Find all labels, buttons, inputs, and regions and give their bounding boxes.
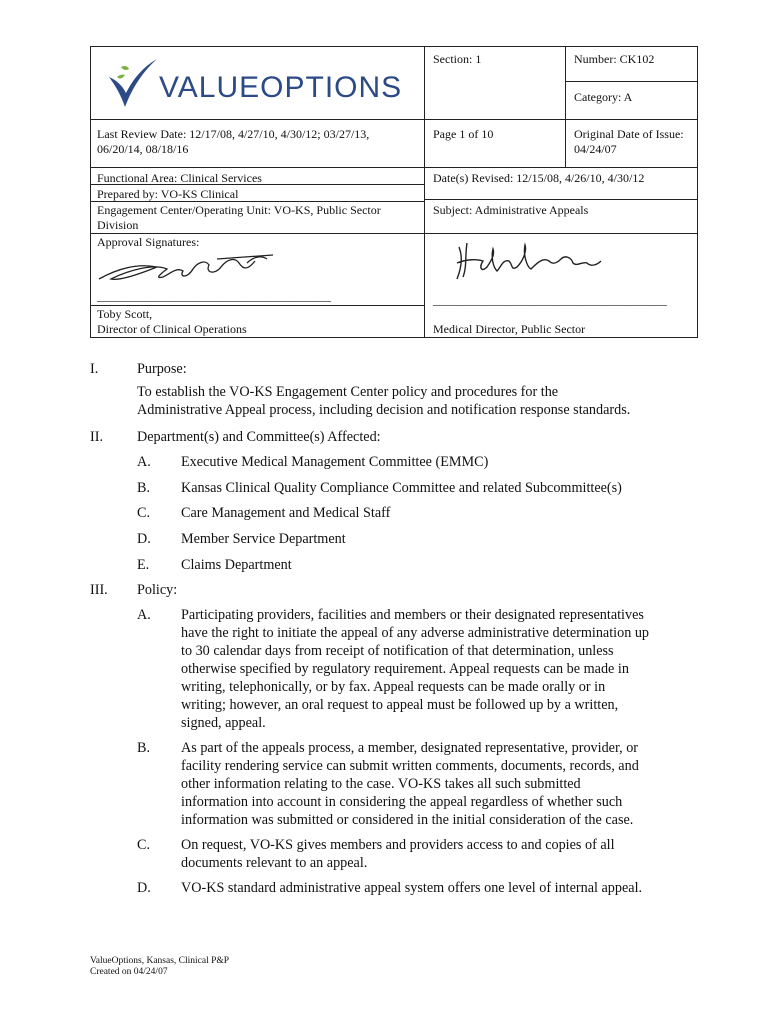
engagement-center: Engagement Center/Operating Unit: VO-KS, Public Sector bbox=[97, 203, 381, 217]
policy-item-letter: C. bbox=[137, 837, 151, 853]
original-date-value: 04/24/07 bbox=[574, 142, 617, 156]
signer-left-name: Toby Scott, bbox=[97, 307, 153, 321]
policy-item-line: Participating providers, facilities and members or their designated representatives bbox=[181, 607, 644, 623]
list-item-letter: C. bbox=[137, 505, 151, 521]
policy-item-line: otherwise specified by regulatory requirement. Appeal requests can be made in bbox=[181, 661, 629, 677]
logo-wordmark: VALUEOPTIONS bbox=[159, 71, 403, 104]
header-table bbox=[90, 46, 698, 338]
last-review-date-cont: 06/20/14, 08/18/16 bbox=[97, 142, 189, 156]
section-3-number: III. bbox=[90, 582, 108, 598]
policy-item-line: to 30 calendar days from receipt of notification of that determination, unless bbox=[181, 643, 614, 659]
signer-right-title: Medical Director, Public Sector bbox=[433, 322, 586, 336]
functional-area: Functional Area: Clinical Services bbox=[97, 171, 262, 185]
policy-item-line: writing, telephonically, or by fax. Appeal requests can be made orally or in bbox=[181, 679, 606, 695]
policy-item-line: other information relating to the case. VO-KS takes all such submitted bbox=[181, 776, 581, 792]
section-2-title: Department(s) and Committee(s) Affected: bbox=[137, 429, 381, 445]
section-1-number: I. bbox=[90, 361, 99, 377]
list-item-letter: A. bbox=[137, 454, 151, 470]
section-1-title: Purpose: bbox=[137, 361, 187, 377]
page-footer bbox=[90, 956, 229, 978]
dates-revised: Date(s) Revised: 12/15/08, 4/26/10, 4/30/12 bbox=[433, 171, 645, 185]
policy-item-line: documents relevant to an appeal. bbox=[181, 855, 368, 871]
section-1-text-line-1: To establish the VO-KS Engagement Center policy and procedures for the bbox=[137, 384, 559, 400]
signature-line-left: _______________________________________ bbox=[97, 289, 331, 303]
engagement-center-cont: Division bbox=[97, 218, 139, 232]
section-1-text-line-2: Administrative Appeal process, including decision and notification response standards. bbox=[137, 402, 631, 418]
list-item: Care Management and Medical Staff bbox=[181, 505, 391, 521]
approval-signatures-label: Approval Signatures: bbox=[97, 235, 200, 249]
footer-line-2: Created on 04/24/07 bbox=[90, 967, 168, 977]
signature-line-right: _______________________________________ bbox=[433, 293, 667, 307]
policy-item-letter: D. bbox=[137, 880, 151, 896]
policy-number: Number: CK102 bbox=[574, 52, 655, 66]
valueoptions-logo bbox=[101, 55, 401, 115]
section-3-title: Policy: bbox=[137, 582, 178, 598]
policy-item-line: facility rendering service can submit written comments, documents, records, and bbox=[181, 758, 639, 774]
policy-item-line: As part of the appeals process, a member, designated representative, provider, or bbox=[181, 740, 639, 756]
list-item-letter: B. bbox=[137, 480, 151, 496]
list-item: Claims Department bbox=[181, 557, 292, 573]
signature-medical-director bbox=[453, 237, 613, 283]
logo-swoosh-icon bbox=[101, 55, 161, 115]
policy-item-letter: A. bbox=[137, 607, 151, 623]
list-item-letter: D. bbox=[137, 531, 151, 547]
section-number: Section: 1 bbox=[433, 52, 482, 66]
last-review-date: Last Review Date: 12/17/08, 4/27/10, 4/30/12; 03/27/13, bbox=[97, 127, 370, 141]
policy-item-line: information into account in considering the appeal regardless of whether such bbox=[181, 794, 623, 810]
list-item: Executive Medical Management Committee (EMMC) bbox=[181, 454, 489, 470]
list-item-letter: E. bbox=[137, 557, 150, 573]
section-2-number: II. bbox=[90, 429, 103, 445]
list-item: Kansas Clinical Quality Compliance Committee and related Subcommittee(s) bbox=[181, 480, 622, 496]
policy-item-letter: B. bbox=[137, 740, 151, 756]
footer-line-1: ValueOptions, Kansas, Clinical P&P bbox=[90, 956, 230, 966]
policy-item-line: signed, appeal. bbox=[181, 715, 266, 731]
policy-item-line: have the right to initiate the appeal of any adverse administrative determination up bbox=[181, 625, 650, 641]
list-item: Member Service Department bbox=[181, 531, 346, 547]
policy-item-line: writing; however, an oral request to appeal must be followed up by a written, bbox=[181, 697, 619, 713]
policy-item-line: On request, VO-KS gives members and providers access to and copies of all bbox=[181, 837, 615, 853]
signature-toby-scott bbox=[97, 249, 277, 289]
category: Category: A bbox=[574, 90, 633, 104]
policy-item-line: information was submitted or considered in the initial consideration of the case. bbox=[181, 812, 634, 828]
policy-item-line: VO-KS standard administrative appeal system offers one level of internal appeal. bbox=[181, 880, 643, 896]
original-date-label: Original Date of Issue: bbox=[574, 127, 684, 141]
prepared-by: Prepared by: VO-KS Clinical bbox=[97, 187, 239, 201]
subject: Subject: Administrative Appeals bbox=[433, 203, 589, 217]
page-count: Page 1 of 10 bbox=[433, 127, 494, 141]
signer-left-title: Director of Clinical Operations bbox=[97, 322, 247, 336]
